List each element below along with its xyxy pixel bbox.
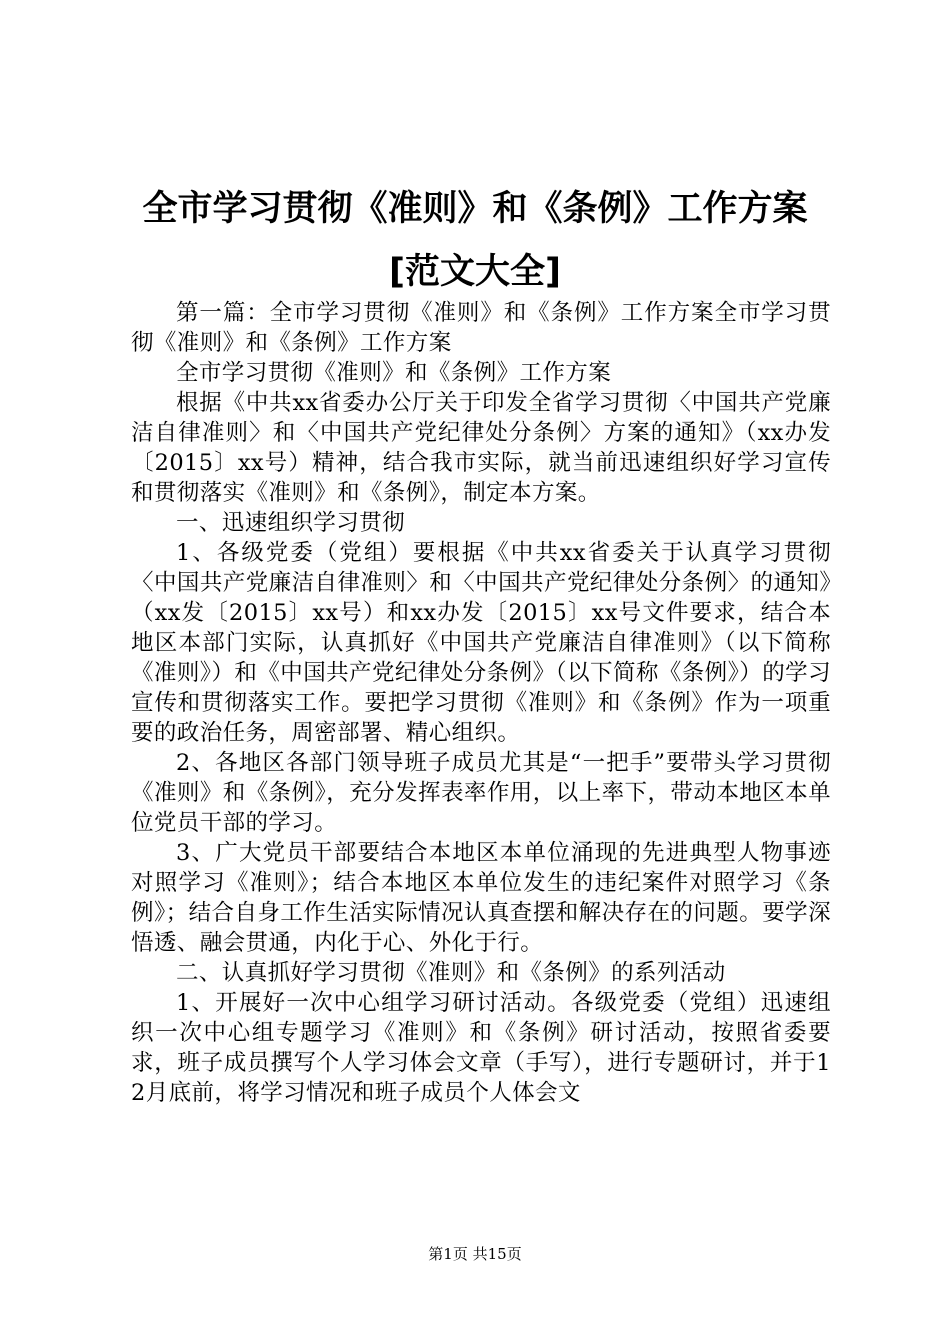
section-heading-1: 一、迅速组织学习贯彻 — [176, 510, 406, 536]
paragraph-6: 3、广大党员干部要结合本地区本单位涌现的先进典型人物事迹对照学习《准则》；结合本地区本单位发生的违纪案件对照学习《条例》；结合自身工作生活实际情况认真查摆和解决存在的问题。要学深悟透、融会贯通，内化于心、外化于行。 — [131, 840, 831, 956]
paragraph-3: 根据《中共xx省委办公厅关于印发全省学习贯彻〈中国共产党廉洁自律准则〉和〈中国共产党纪律处分条例〉方案的通知》（xx办发〔2015〕xx号）精神，结合我市实际，就当前迅速组织好学习宣传和贯彻落实《准则》和《条例》，制定本方案。 — [131, 390, 831, 506]
paragraph-2: 全市学习贯彻《准则》和《条例》工作方案 — [176, 360, 612, 386]
paragraph-5: 2、各地区各部门领导班子成员尤其是“一把手”要带头学习贯彻《准则》和《条例》，充分发挥表率作用，以上率下，带动本地区本单位党员干部的学习。 — [131, 750, 831, 836]
paragraph-1: 第一篇：全市学习贯彻《准则》和《条例》工作方案全市学习贯彻《准则》和《条例》工作方案 — [131, 300, 831, 356]
document-title-line-1: 全市学习贯彻《准则》和《条例》工作方案 — [142, 189, 808, 229]
paragraph-4: 1、各级党委（党组）要根据《中共xx省委关于认真学习贯彻〈中国共产党廉洁自律准则〉和〈中国共产党纪律处分条例〉的通知》（xx发〔2015〕xx号）和xx办发〔2015〕xx号文件要求，结合本地区本部门实际，认真抓好《中国共产党廉洁自律准则》（以下简称《准则》）和《中国共产党纪律处分条例》（以下简称《条例》）的学习宣传和贯彻落实工作。要把学习贯彻《准则》和《条例》作为一项重要的政治任务，周密部署、精心组织。 — [131, 540, 831, 746]
document-body — [131, 298, 831, 1108]
document-title-line-2: [范文大全] — [389, 252, 561, 292]
page-footer: 第1页 共15页 — [428, 1245, 522, 1263]
paragraph-7: 1、开展好一次中心组学习研讨活动。各级党委（党组）迅速组织一次中心组专题学习《准则》和《条例》研讨活动，按照省委要求，班子成员撰写个人学习体会文章（手写），进行专题研讨，并于12月底前，将学习情况和班子成员个人体会文 — [131, 990, 831, 1106]
section-heading-2: 二、认真抓好学习贯彻《准则》和《条例》的系列活动 — [176, 960, 726, 986]
